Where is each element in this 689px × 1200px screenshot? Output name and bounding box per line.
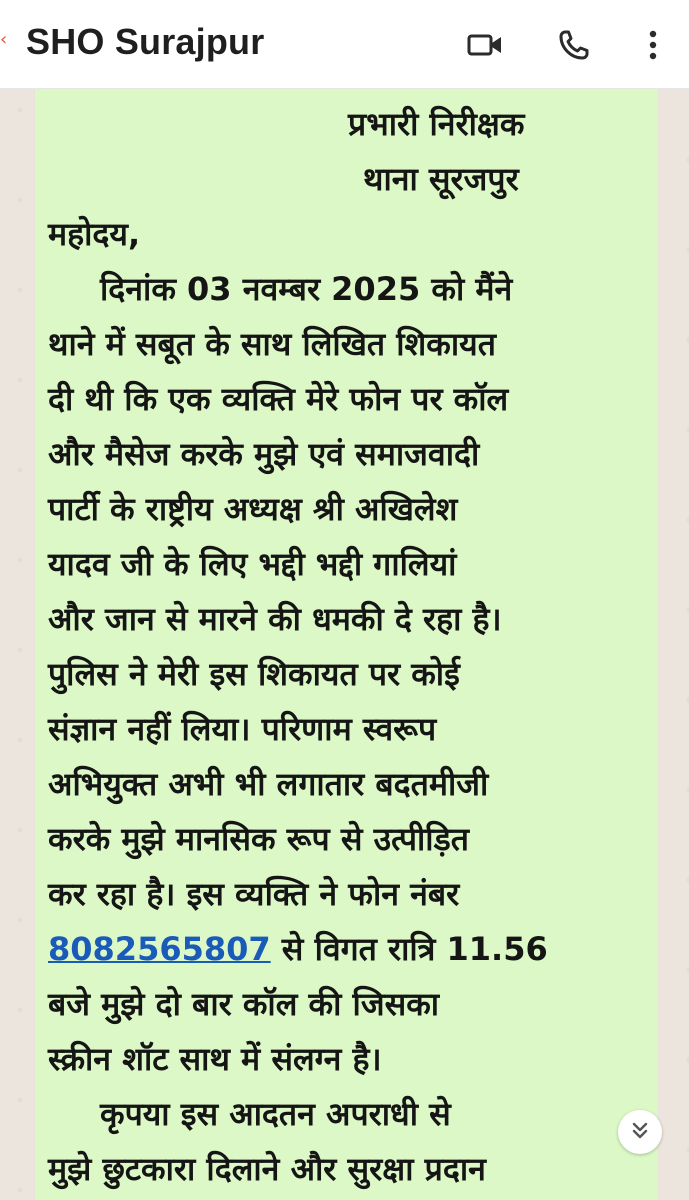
body-line: पार्टी के राष्ट्रीय अध्यक्ष श्री अखिलेश bbox=[48, 490, 458, 528]
body-line: पुलिस ने मेरी इस शिकायत पर कोई bbox=[48, 655, 460, 693]
message-bubble[interactable] bbox=[35, 88, 658, 1200]
phone-number-link[interactable]: 8082565807 bbox=[48, 930, 271, 968]
salutation: महोदय, bbox=[48, 215, 141, 253]
after-phone-text: से विगत रात्रि 11.56 bbox=[270, 930, 548, 968]
back-arrow-icon[interactable]: ‹ bbox=[0, 29, 8, 50]
addressee-line-2: थाना सूरजपुर bbox=[363, 160, 519, 198]
body-line: दी थी कि एक व्यक्ति मेरे फोन पर कॉल bbox=[48, 380, 509, 418]
more-options-icon bbox=[647, 28, 659, 62]
body-line: दिनांक 03 नवम्बर 2025 को मैंने bbox=[100, 270, 513, 308]
video-call-button[interactable] bbox=[465, 24, 507, 66]
body-line: और जान से मारने की धमकी दे रहा है। bbox=[48, 600, 502, 638]
video-call-icon bbox=[466, 30, 506, 60]
double-chevron-down-icon bbox=[629, 1119, 651, 1145]
scroll-to-bottom-button[interactable] bbox=[618, 1110, 662, 1154]
partial-top-line bbox=[48, 88, 648, 97]
contact-name[interactable]: SHO Surajpur bbox=[26, 21, 265, 62]
body-line: यादव जी के लिए भद्दी भद्दी गालियां bbox=[48, 545, 457, 583]
message-text bbox=[48, 88, 648, 1197]
body-line: स्क्रीन शॉट साथ में संलग्न है। bbox=[48, 1040, 382, 1078]
body-line: मुझे छुटकारा दिलाने और सुरक्षा प्रदान bbox=[48, 1150, 486, 1188]
body-line: संज्ञान नहीं लिया। परिणाम स्वरूप bbox=[48, 710, 437, 748]
chat-header bbox=[0, 0, 689, 89]
body-line: करके मुझे मानसिक रूप से उत्पीड़ित bbox=[48, 820, 469, 858]
addressee-line-1: प्रभारी निरीक्षक bbox=[348, 105, 525, 143]
body-line: थाने में सबूत के साथ लिखित शिकायत bbox=[48, 325, 496, 363]
phone-number-line bbox=[48, 922, 648, 977]
body-line: कर रहा है। इस व्यक्ति ने फोन नंबर bbox=[48, 875, 460, 913]
voice-call-button[interactable] bbox=[553, 24, 595, 66]
more-options-button[interactable] bbox=[632, 24, 674, 66]
body-line: बजे मुझे दो बार कॉल की जिसका bbox=[48, 985, 440, 1023]
body-line: अभियुक्त अभी भी लगातार बदतमीजी bbox=[48, 765, 489, 803]
body-line: और मैसेज करके मुझे एवं समाजवादी bbox=[48, 435, 480, 473]
phone-call-icon bbox=[556, 27, 592, 63]
body-line: कृपया इस आदतन अपराधी से bbox=[100, 1095, 451, 1133]
